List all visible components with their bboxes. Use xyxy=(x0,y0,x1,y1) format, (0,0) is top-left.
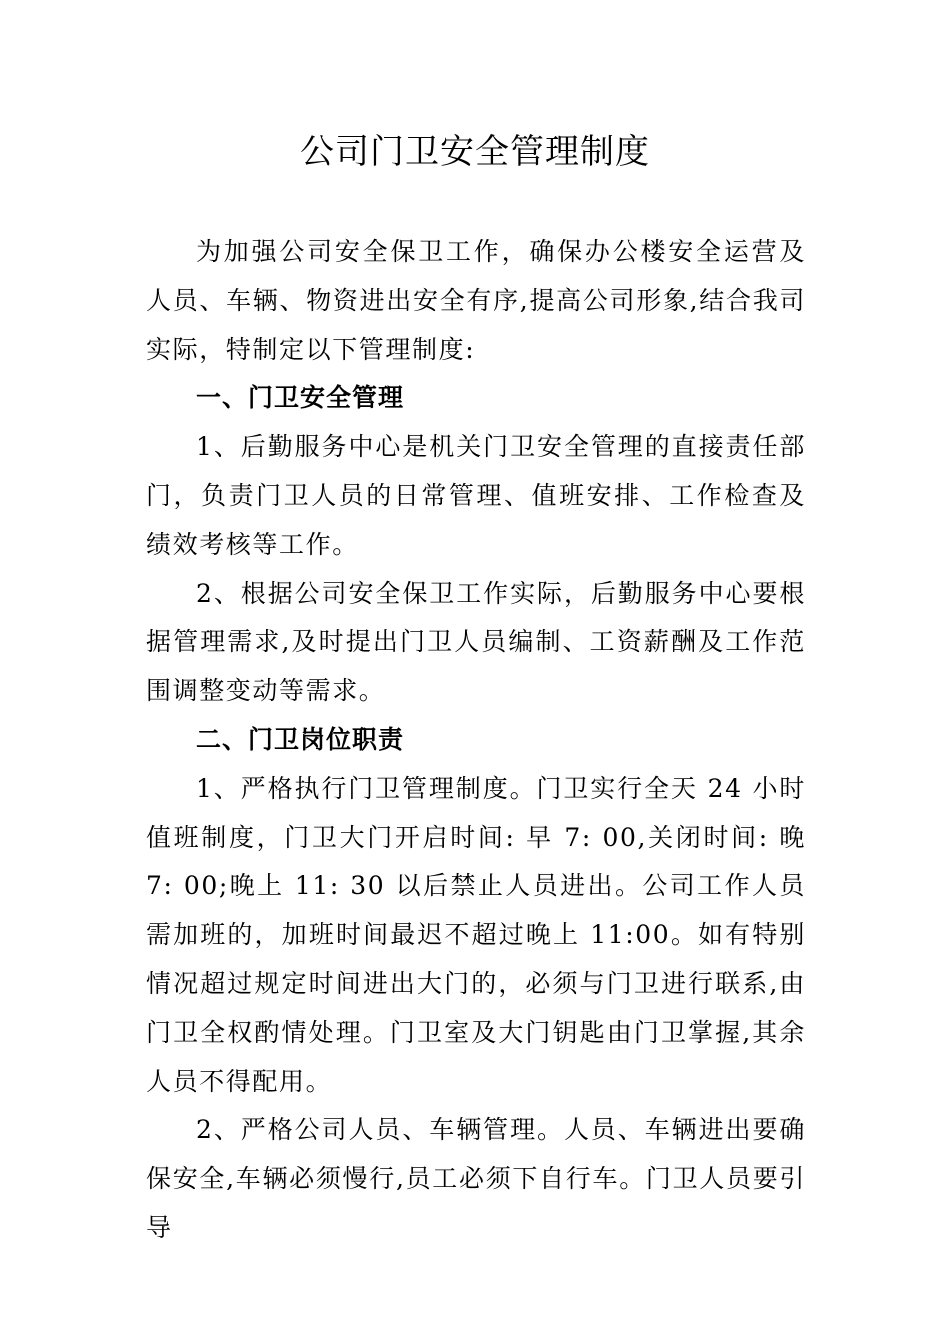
section-door-guard-duties xyxy=(146,716,806,1253)
section-heading: 一、门卫安全管理 xyxy=(196,383,405,413)
section-door-security-management xyxy=(146,374,806,716)
section-paragraph: 1、后勤服务中心是机关门卫安全管理的直接责任部门，负责门卫人员的日常管理、值班安排、工作检查及绩效考核等工作。 xyxy=(146,432,806,559)
intro-paragraph: 为加强公司安全保卫工作，确保办公楼安全运营及人员、车辆、物资进出安全有序,提高公司形象,结合我司实际，特制定以下管理制度: xyxy=(146,237,806,364)
section-paragraph: 2、严格公司人员、车辆管理。人员、车辆进出要确保安全,车辆必须慢行,员工必须下自行车。门卫人员要引导 xyxy=(146,1115,806,1242)
section-paragraph: 2、根据公司安全保卫工作实际，后勤服务中心要根据管理需求,及时提出门卫人员编制、工资薪酬及工作范围调整变动等需求。 xyxy=(146,578,806,706)
document-title: 公司门卫安全管理制度 xyxy=(300,132,650,172)
section-paragraph: 1、严格执行门卫管理制度。门卫实行全天 24 小时值班制度，门卫大门开启时间: 早 7: 00,关闭时间: 晚 7: 00;晚上 11: 30 以后禁止人员进出。公司工作人员需加班的，加班时间最迟不超过晚上 11:00。如有特别情况超过规定时间进出大门的，必须与门卫进行联系,由门卫全权酌情处理。门卫室及大门钥匙由门卫掌握,其余人员不得配用。 xyxy=(146,773,806,1096)
document-body xyxy=(146,228,806,1253)
section-heading: 二、门卫岗位职责 xyxy=(196,724,405,754)
